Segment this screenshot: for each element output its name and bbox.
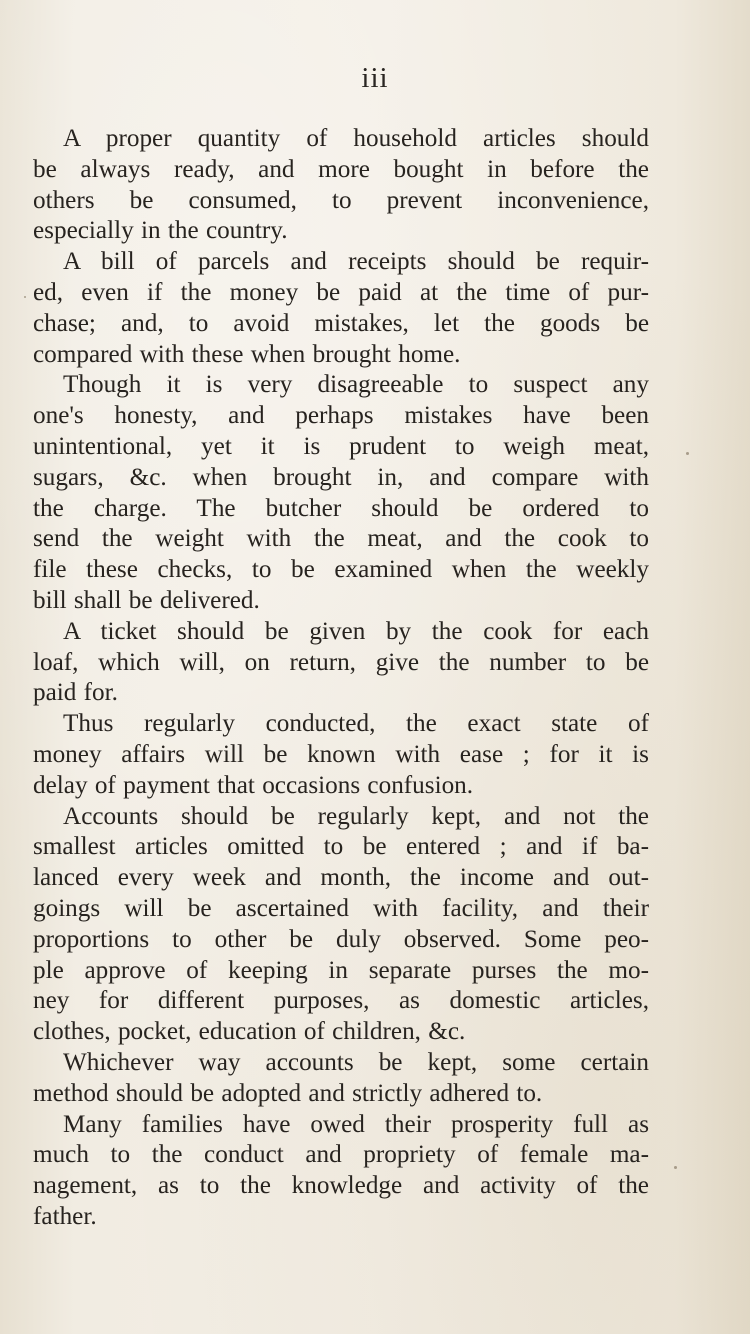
paragraph-honesty	[33, 370, 649, 616]
text-line: Whichever way accounts be kept, some certain	[63, 1048, 649, 1076]
text-line: Though it is very disagreeable to suspect any	[63, 371, 649, 399]
paper-speck	[686, 452, 689, 455]
text-line: loaf, which will, on return, give the number to be	[33, 648, 649, 676]
text-line: father.	[33, 1202, 97, 1230]
paragraph-families	[33, 1110, 649, 1233]
text-line: compared with these when brought home.	[33, 340, 461, 368]
text-line: lanced every week and month, the income and out-	[33, 864, 649, 892]
page-text	[33, 124, 649, 1233]
text-line: chase; and, to avoid mistakes, let the goods be	[33, 309, 649, 337]
text-line: Many families have owed their prosperity full as	[63, 1110, 649, 1138]
text-line: sugars, &c. when brought in, and compare with	[33, 463, 649, 491]
text-line: A ticket should be given by the cook for each	[63, 617, 649, 645]
text-line: proportions to other be duly observed. Some peo-	[33, 925, 649, 953]
text-line: much to the conduct and propriety of female ma-	[33, 1141, 649, 1169]
text-line: bill shall be delivered.	[33, 586, 260, 614]
text-line: paid for.	[33, 679, 118, 707]
text-line: A proper quantity of household articles should	[63, 125, 649, 152]
text-line: smallest articles omitted to be entered ; and if ba-	[33, 833, 649, 861]
text-line: nagement, as to the knowledge and activity of the	[33, 1172, 649, 1200]
text-line: Accounts should be regularly kept, and not the	[63, 802, 649, 830]
text-line: goings will be ascertained with facility, and their	[33, 894, 649, 922]
text-line: be always ready, and more bought in before the	[33, 155, 649, 183]
text-line: ed, even if the money be paid at the time of pur-	[33, 278, 649, 306]
text-line: clothes, pocket, education of children, &c.	[33, 1018, 466, 1046]
text-line: ple approve of keeping in separate purses the mo-	[33, 956, 649, 984]
text-line: file these checks, to be examined when the weekly	[33, 556, 649, 584]
paper-speck	[24, 296, 26, 298]
text-line: especially in the country.	[33, 217, 288, 245]
paragraph-ticket	[33, 617, 649, 709]
paragraph-bill-of-parcels	[33, 247, 649, 370]
paragraph-method	[33, 1048, 649, 1110]
text-line: delay of payment that occasions confusion.	[33, 771, 474, 799]
text-line: the charge. The butcher should be ordered to	[33, 494, 649, 522]
paragraph-accounts	[33, 802, 649, 1048]
text-line: unintentional, yet it is prudent to weigh meat,	[33, 432, 649, 460]
text-line: ney for different purposes, as domestic articles,	[33, 987, 649, 1015]
page-number: iii	[361, 62, 389, 94]
text-line: money affairs will be known with ease ; for it is	[33, 740, 649, 768]
paper-speck	[674, 1166, 677, 1169]
text-line: method should be adopted and strictly adhered to.	[33, 1079, 543, 1107]
text-line: A bill of parcels and receipts should be requir-	[63, 248, 649, 276]
paragraph-regularly-conducted	[33, 709, 649, 801]
text-line: others be consumed, to prevent inconvenience,	[33, 186, 649, 214]
text-line: send the weight with the meat, and the cook to	[33, 525, 649, 553]
text-line: Thus regularly conducted, the exact state of	[63, 710, 649, 738]
paragraph-household-articles	[33, 124, 649, 247]
text-line: one's honesty, and perhaps mistakes have been	[33, 402, 649, 430]
